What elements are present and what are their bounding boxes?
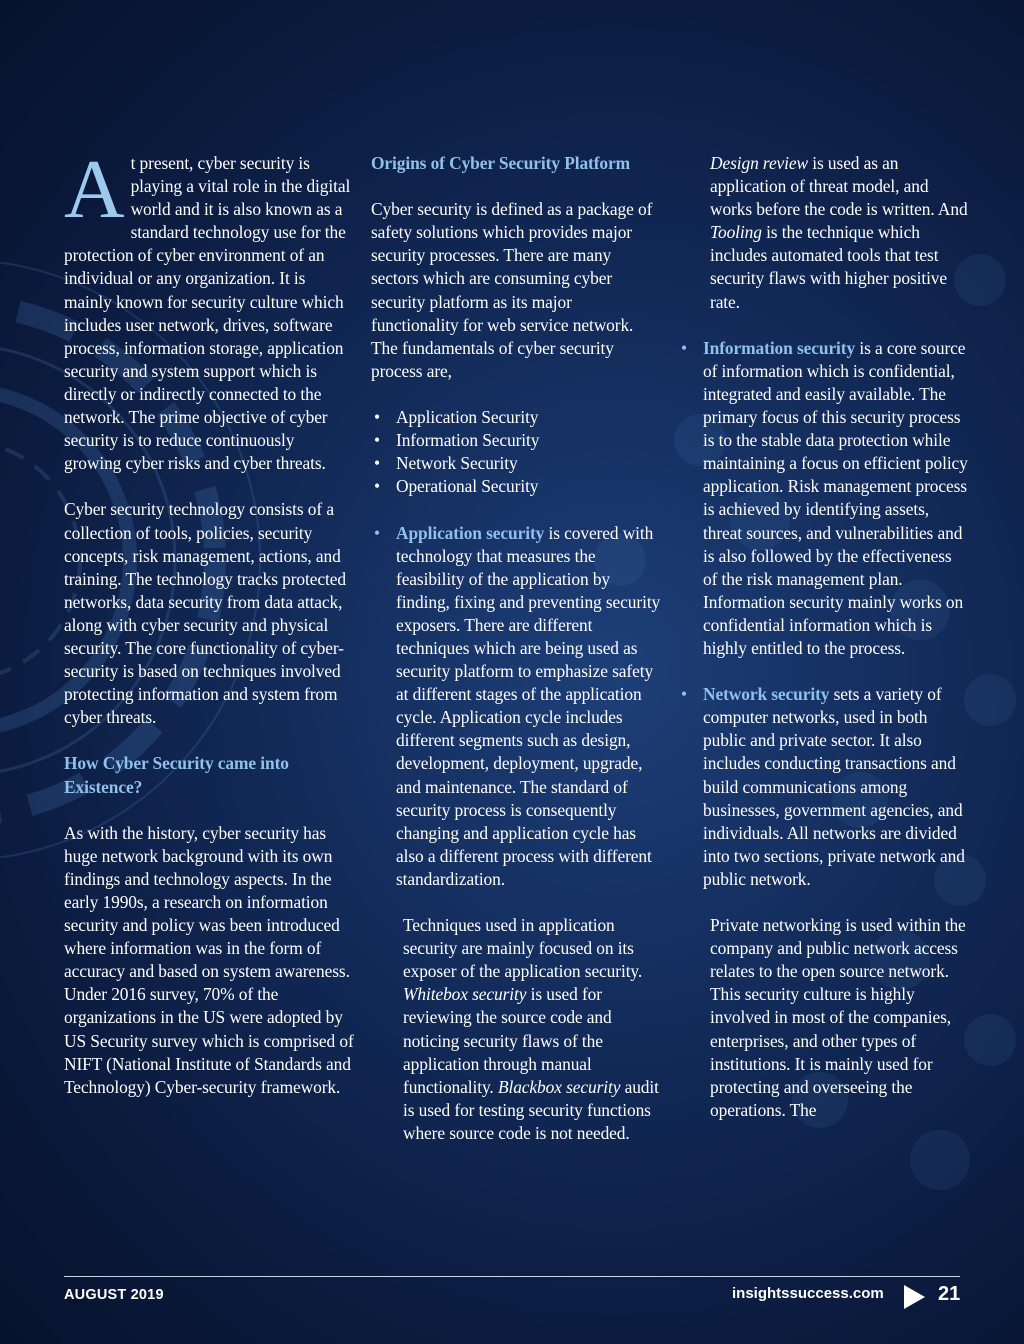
techniques-paragraph <box>371 914 661 1145</box>
techniques-text: Techniques used in application security are mainly focused on its exposer of the application security. <box>403 915 643 982</box>
design-text: is the technique which includes automated tools that test security flaws with higher positive rate. <box>710 222 948 312</box>
application-security-item <box>371 522 661 892</box>
history-paragraph: As with the history, cyber security has huge network background with its own findings and technology aspects. In the early 1990s, a research on information security and policy was been introduced where information was in the form of accuracy and based on system awareness. Under 2016 survey, 70% of the organizations in the US were adopted by US Security survey which is comprised of NIFT (National Institute of Standards and Technology) Cyber-security framework. <box>64 822 354 1097</box>
page-number: 21 <box>938 1283 961 1305</box>
footer-divider <box>64 1276 960 1277</box>
information-security-item <box>678 337 968 660</box>
tooling-term: Tooling <box>710 222 762 243</box>
private-network-paragraph: Private networking is used within the company and public network access relates to the open source network. This security culture is highly involved in most of the companies, enterprises, and other types of institutions. It is mainly used for protecting and overseeing the operations. The <box>710 915 966 1120</box>
origins-heading: Origins of Cyber Security Platform <box>371 153 631 173</box>
play-arrow-icon <box>904 1285 925 1309</box>
fundamentals-list <box>371 406 661 498</box>
history-heading: How Cyber Security came into Existence? <box>64 753 289 797</box>
technology-paragraph: Cyber security technology consists of a collection of tools, policies, security concepts, risk management, actions, and training. The technology tracks protected networks, data security from data attack, along with cyber security and physical security. The core functionality of cyber-security is based on techniques involved protecting information and system from cyber threats. <box>64 499 346 728</box>
information-security-text: is a core source of information which is confidential, integrated and easily available. The primary focus of this security process is to the stable data protection while maintaining a focus on efficient policy application. Risk management process is achieved by identifying assets, threat sources, and vulnerabilities and is also followed by the effectiveness of the risk management plan. Information security mainly works on confidential information which is highly entitled to the process. <box>703 337 968 658</box>
footer-date: AUGUST 2019 <box>64 1287 164 1303</box>
footer-website: insightssuccess.com <box>732 1285 884 1302</box>
column-3 <box>703 152 968 1145</box>
design-review-term: Design review <box>710 153 809 173</box>
network-security-text: sets a variety of computer networks, used in both public and private sector. It also includes conducting transactions and build communications among businesses, government agencies, and individuals. All networks are divided into two sections, private network and public network. <box>703 684 965 889</box>
design-text: is used as an application of threat model, and works before the code is written. And <box>710 153 968 220</box>
intro-paragraph <box>64 143 354 475</box>
list-item: • Operational Security <box>371 475 661 498</box>
application-security-text: is covered with technology that measures the feasibility of the application by finding, fixing and preventing security exposers. There are different techniques which are being used as security platform to emphasize safety at different stages of the application cycle. Application cycle includes different segments such as design, development, deployment, upgrade, and maintenance. The standard of security process is consequently changing and application cycle has also a different process with different standardization. <box>396 522 661 889</box>
column-2 <box>371 152 661 1168</box>
application-security-term: Application security <box>396 522 545 543</box>
blackbox-term: Blackbox security <box>497 1076 621 1097</box>
list-item: • Network Security <box>371 452 661 475</box>
network-security-item <box>678 683 968 891</box>
whitebox-term: Whitebox security <box>403 984 527 1005</box>
origins-paragraph: Cyber security is defined as a package of safety solutions which provides major security processes. There are many sectors which are consuming cyber security platform as its major functionality for web service network. The fundamentals of cyber security process are, <box>371 199 653 381</box>
design-review-paragraph <box>703 152 968 314</box>
techniques-text: audit is used for testing security functions where source code is not needed. <box>403 1076 659 1143</box>
network-security-term: Network security <box>703 684 830 705</box>
column-1 <box>64 143 354 1122</box>
techniques-text: is used for reviewing the source code and noticing security flaws of the application through manual functionality. <box>403 984 612 1097</box>
information-security-term: Information security <box>703 337 856 358</box>
intro-text: t present, cyber security is playing a vital role in the digital world and it is also known as a standard technology use for the protection of cyber environment of an individual or any organization. It is mainly known for security culture which includes user network, drives, software process, information storage, application security and system support which is directly or indirectly connected to the network. The prime objective of cyber security is to reduce continuously growing cyber risks and cyber threats. <box>64 153 351 474</box>
drop-cap: A <box>64 143 125 236</box>
list-item: • Information Security <box>371 429 661 452</box>
list-item: • Application Security <box>371 406 661 429</box>
